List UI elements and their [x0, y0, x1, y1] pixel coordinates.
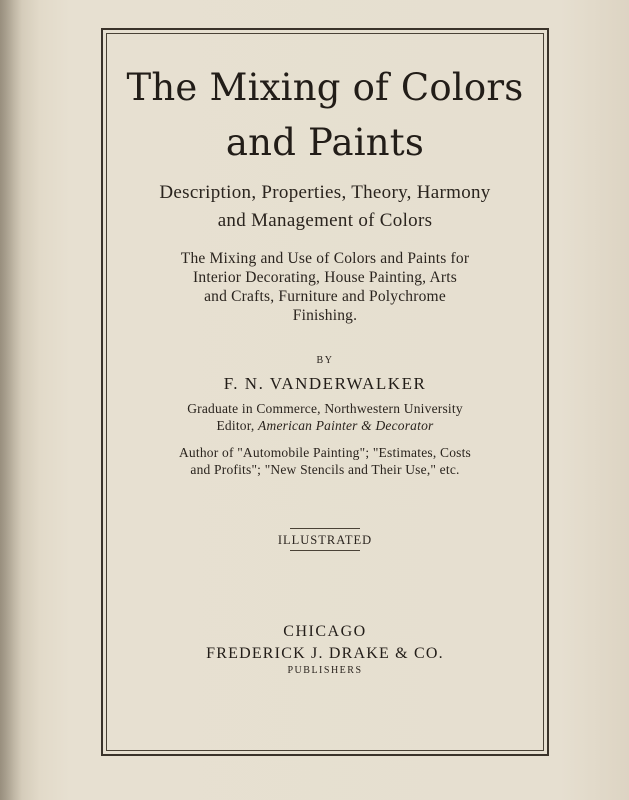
book-title-line-1: The Mixing of Colors [126, 66, 524, 109]
description-line-1: The Mixing and Use of Colors and Paints for [180, 250, 470, 267]
by-label: BY [316, 355, 334, 366]
author-name: F. N. VANDERWALKER [223, 374, 427, 393]
credential-line-4: and Profits"; "New Stencils and Their Use," etc. [190, 462, 460, 477]
credential-line-1: Graduate in Commerce, Northwestern University [187, 401, 463, 416]
credential-line-3: Author of "Automobile Painting"; "Estimates, Costs [178, 445, 472, 460]
subtitle-line-2: and Management of Colors [217, 210, 433, 231]
imprint-publishers-label: PUBLISHERS [287, 665, 363, 676]
title-page-content [110, 36, 540, 676]
illustrated-rule-bottom [290, 550, 360, 551]
description-line-2: Interior Decorating, House Painting, Arts [193, 269, 457, 286]
book-gutter-shadow [0, 0, 22, 800]
illustrated-rule-top [290, 528, 360, 529]
subtitle-line-1: Description, Properties, Theory, Harmony [159, 182, 491, 203]
book-title-line-2: and Paints [225, 121, 425, 164]
credential-line-2-prefix: Editor, [216, 418, 259, 433]
description-line-4: Finishing. [292, 307, 358, 324]
imprint-city: CHICAGO [283, 623, 367, 640]
credential-line-2-publication: American Painter & Decorator [258, 418, 434, 433]
imprint-publisher: FREDERICK J. DRAKE & CO. [206, 645, 444, 662]
illustrated-label: ILLUSTRATED [277, 533, 373, 547]
credential-line-2 [110, 417, 540, 434]
description-line-3: and Crafts, Furniture and Polychrome [204, 288, 446, 305]
